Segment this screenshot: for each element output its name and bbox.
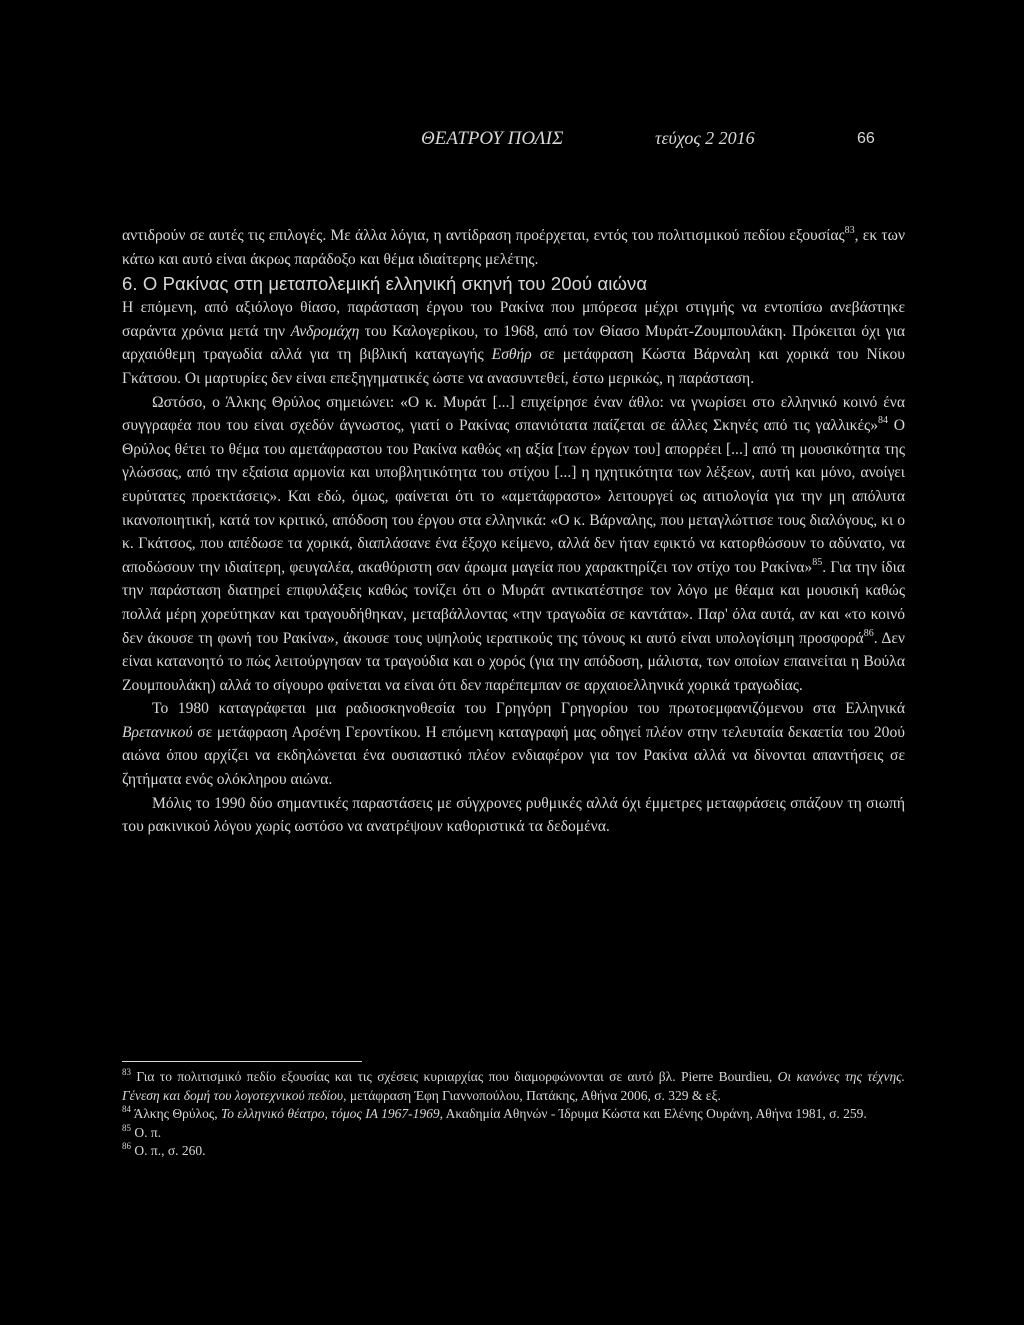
issue-label: τεύχος 2 2016 — [655, 128, 755, 148]
footnote-85: $^{85}$ Ο. π. — [122, 1122, 162, 1140]
footnote-83: $^{83}$ Για το πολιτισμικό πεδίο εξουσίας και τις σχέσεις κυριαρχίας που διαμορφώνονται σε αυτό βλ. Pierre Bourdieu, Οι κανόνες της τέχνης. Γένεση και δομή του λογοτεχνικού πεδίου, μετάφραση Έφη Γιαννοπούλου, Πατάκης, Αθήνα 2006, σ. 329 & εξ. — [122, 1067, 905, 1103]
footnote-divider — [122, 1061, 362, 1062]
footnote-84: $^{84}$ Άλκης Θρύλος, Το ελληνικό θέατρο, τόμος ΙΑ 1967-1969, Ακαδημία Αθηνών - Ίδρυμα Κώστα και Ελένης Ουράνη, Αθήνα 1981, σ. 259. — [122, 1104, 867, 1122]
work-title-britannicus: Βρετανικού — [122, 723, 193, 741]
section-heading: 6. Ο Ρακίνας στη μεταπολεμική ελληνική σκηνή του 20ού αιώνα — [122, 273, 648, 295]
journal-title: ΘΕΑΤΡΟΥ ΠΟΛΙΣ — [421, 128, 564, 149]
footnote-ref-84[interactable]: 84 — [878, 415, 889, 427]
paragraph-1: αντιδρούν σε αυτές τις επιλογές. Με άλλα λόγια, η αντίδραση προέρχεται, εντός του πολιτισμικού πεδίου εξουσίας$^{83}$, εκ των κάτω και αυτό είναι άκρως παράδοξο και θέμα ιδιαίτερης μελέτης. — [122, 225, 905, 268]
page-number: 66 — [857, 130, 875, 147]
work-title-andromache: Ανδρομάχη — [290, 322, 360, 340]
footnotes — [122, 1068, 905, 1161]
main-text — [122, 224, 905, 839]
paragraph-3: Ωστόσο, ο Άλκης Θρύλος σημειώνει: «Ο κ. Μυράτ [...] επιχείρησε έναν άθλο: να γνωρίσει στο ελληνικό κοινό ένα συγγραφέα που του είναι σχεδόν άγνωστος, γιατί ο Ρακίνας σπανιότατα παίζεται σε άλλες Σκηνές από τις γαλλικές»$^{84}$ Ο Θρύλος θέτει το θέμα του αμετάφραστου του Ρακίνα καθώς «η αξία [των έργων του] απορρέει [...] από τη μουσικότητα της γλώσσας, από την εξαίσια αρμονία και υποβλητικότητα του στίχου [...] η ηχητικότητα των λέξεων, αυτή και μόνο, ανοίγει ευρύτατες προεκτάσεις». Και εδώ, όμως, φαίνεται ότι το «αμετάφραστο» λειτουργεί ως αιτιολογία για την μη απόλυτα ικανοποιητική, κατά τον κριτικό, απόδοση του έργου στα ελληνικά: «Ο κ. Βάρναλης, που μεταγλώττισε τους διαλόγους, κι ο κ. Γκάτσος, που απέδωσε τα χορικά, διαπλάσανε ένα έξοχο κείμενο, αλλά δεν ήταν εφικτό να κατορθώσουν το αδύνατο, να αποδώσουν την ιδιαίτερη, φευγαλέα, ακαθόριστη σαν άρωμα μαγεία που χαρακτηρίζει τον στίχο του Ρακίνα»$^{85}$. Για την ίδια την παράσταση διατηρεί επιφυλάξεις καθώς τονίζει ότι ο Μυράτ αντικατέστησε τον λόγο με θέαμα και μουσική καθώς πολλά μέρη χορεύτηκαν και τραγουδήθηκαν, μεταβάλλοντας «την τραγωδία σε καντάτα». Παρ' όλα αυτά, αν και «το κοινό δεν άκουσε τη φωνή του Ρακίνα», άκουσε τους υψηλούς ιερατικούς της τόνους κι αυτό είναι υπολογίσιμη προσφορά$^{86}$. Δεν είναι κατανοητό το πώς λειτούργησαν τα τραγούδια και ο χορός (για την απόδοση, μάλιστα, των οποίων επαινείται η Βούλα Ζουμπουλάκη) αλλά το σίγουρο φαίνεται να είναι ότι δεν παρέπεμπαν σε αρχαιοελληνικά χορικά τραγωδίας. — [122, 393, 905, 694]
paragraph-4: Το 1980 καταγράφεται μια ραδιοσκηνοθεσία του Γρηγόρη Γρηγορίου του πρωτοεμφανιζόμενου στα Ελληνικά Βρετανικού σε μετάφραση Αρσένη Γεροντίκου. Η επόμενη καταγραφή μας οδηγεί πλέον στην τελευταία δεκαετία του 20ού αιώνα όπου αρχίζει να εκδηλώνεται ένα ουσιαστικό πλέον ενδιαφέρον για τον Ρακίνα αλλά να δίνονται απαντήσεις σε ζητήματα ενός ολόκληρου αιώνα. — [122, 700, 905, 789]
paragraph-5: Μόλις το 1990 δύο σημαντικές παραστάσεις με σύγχρονες ρυθμικές αλλά όχι έμμετρες μεταφράσεις σπάζουν τη σιωπή του ρακινικού λόγου χωρίς ωστόσο να ανατρέψουν καθοριστικά τα δεδομένα. — [122, 794, 905, 836]
running-header — [0, 128, 1024, 158]
paragraph-2: Η επόμενη, από αξιόλογο θίασο, παράσταση έργου του Ρακίνα που μπόρεσα μέχρι στιγμής να εντοπίσω ανεβάστηκε σαράντα χρόνια μετά την Ανδρομάχη του Καλογερίκου, το 1968, από τον Θίασο Μυράτ-Ζουμπουλάκη. Πρόκειται όχι για αρχαιόθεμη τραγωδία αλλά για τη βιβλική καταγωγής Εσθήρ σε μετάφραση Κώστα Βάρναλη και χορικά του Νίκου Γκάτσου. Οι μαρτυρίες δεν είναι επεξηγηματικές ώστε να ανασυντεθεί, έστω μερικώς, η παράσταση. — [122, 299, 905, 387]
footnote-ref-86[interactable]: 86 — [863, 627, 874, 639]
footnote-86: $^{86}$ Ο. π., σ. 260. — [122, 1141, 206, 1159]
work-title-esther: Εσθήρ — [491, 346, 532, 364]
footnote-ref-85[interactable]: 85 — [812, 556, 823, 568]
footnote-ref-83[interactable]: 83 — [844, 225, 855, 236]
